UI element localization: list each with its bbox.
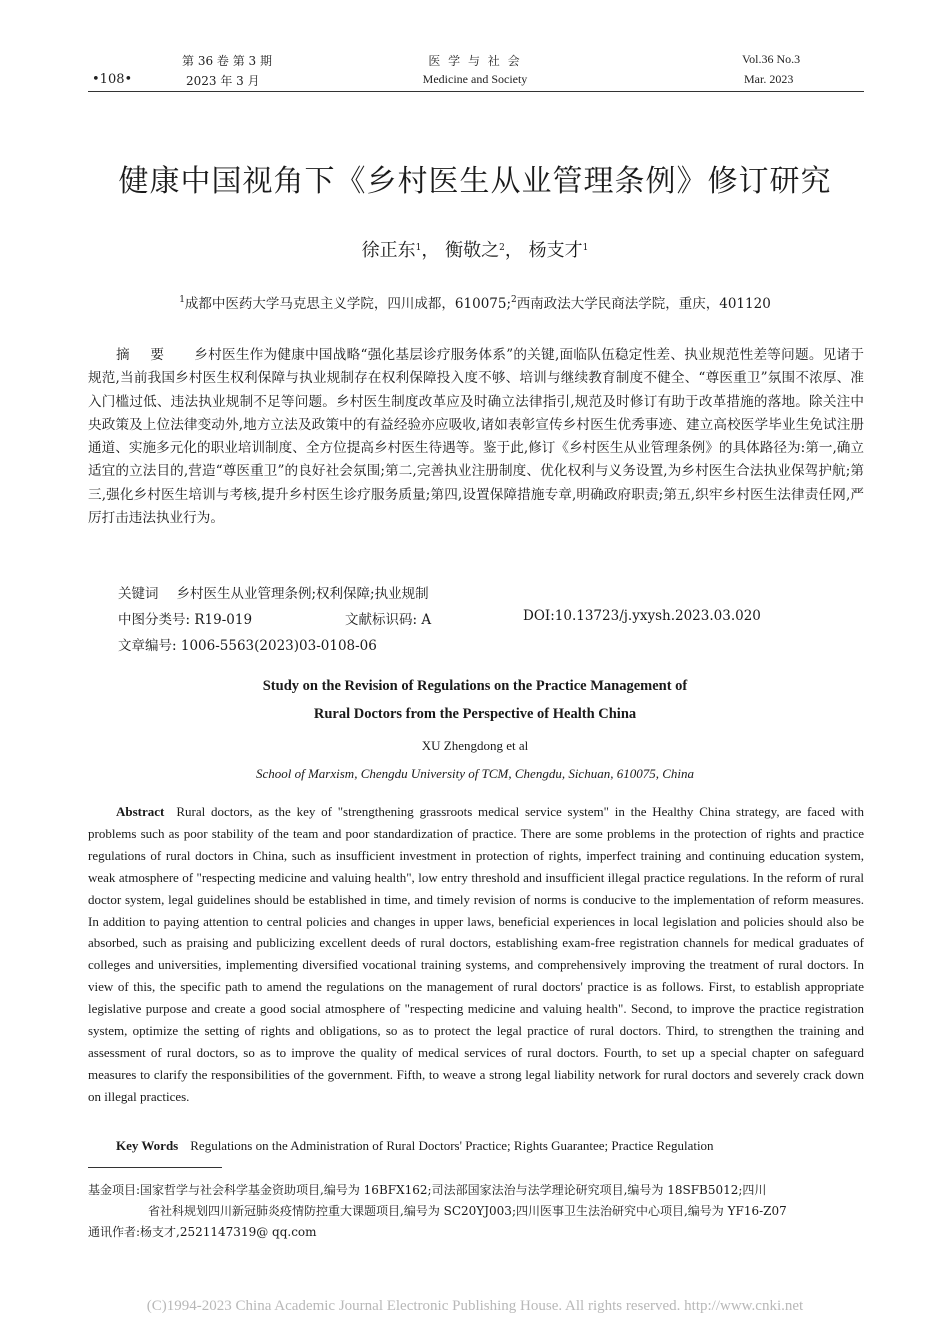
clc-value: R19-019 [194, 612, 253, 628]
author-list [0, 236, 950, 262]
clc-label: 中图分类号: [118, 612, 191, 628]
abstract-cn [88, 344, 864, 530]
keywords-cn [118, 582, 429, 602]
date-en: Mar. 2023 [744, 72, 794, 86]
corresponding-author [88, 1222, 317, 1243]
volume-issue-en: Vol.36 No.3 [742, 52, 801, 66]
author-sup: 1 [582, 243, 589, 253]
affiliation-sup: 1 [179, 295, 185, 305]
author-name: 衡敬之 [445, 240, 500, 261]
affiliation-sup: 2 [511, 295, 517, 305]
corr-text: 杨支才,2521147319@ qq.com [140, 1225, 317, 1239]
affiliation-en: School of Marxism, Chengdu University of TCM, Chengdu, Sichuan, 610075, China [255, 766, 694, 781]
volume-issue-cn: 第 36 卷 第 3 期 [182, 54, 272, 68]
article-title-en-line2: Rural Doctors from the Perspective of Health China [313, 706, 637, 722]
author-separator: ， [504, 240, 523, 261]
footnote-rule [88, 1167, 222, 1168]
page-number: •108• [92, 72, 133, 87]
keywords-cn-text: 乡村医生从业管理条例;权利保障;执业规制 [176, 586, 429, 602]
copyright-footer: (C)1994-2023 China Academic Journal Electronic Publishing House. All rights reserved. http://www.cnki.net [146, 1298, 804, 1314]
keywords-en-text: Regulations on the Administration of Rural Doctors' Practice; Rights Guarantee; Practice Regulation [190, 1138, 714, 1153]
affiliation-text: 成都中医药大学马克思主义学院，四川成都，610075; [184, 296, 512, 312]
abstract-en [88, 801, 864, 1108]
funding-line1 [88, 1180, 766, 1201]
article-title-en-line1: Study on the Revision of Regulations on the Practice Management of [262, 678, 688, 694]
abstract-cn-text: 乡村医生作为健康中国战略“强化基层诊疗服务体系”的关键,面临队伍稳定性差、执业规范性差等问题。见诸于规范,当前我国乡村医生权利保障与执业规制存在权利保障投入度不够、培训与继续教育制度不健全、“尊医重卫”氛围不浓厚、准入门槛过低、违法执业规制不足等问题。乡村医生制度改革应及时确立法律指引,规范及时修订有助于改革措施的落地。除关注中央政策及上位法律变动外,地方立法及政策中的有益经验亦应吸收,诸如表彰宣传乡村医生优秀事迹、建立高校医学毕业生免试注册通道、实施多元化的职业培训制度、全方位提高乡村医生待遇等。鉴于此,修订《乡村医生从业管理条例》的具体路径为:第一,确立适宜的立法目的,营造“尊医重卫”的良好社会氛围;第二,完善执业注册制度、优化权利与义务设置,为乡村医生合法执业保驾护航;第三,强化乡村医生培训与考核,提升乡村医生诊疗服务质量;第四,设置保障措施专章,明确政府职责;第五,织牢乡村医生法律责任网,严厉打击违法执业行为。 [88, 347, 864, 527]
header-rule [88, 91, 864, 92]
keywords-en [116, 1138, 714, 1154]
author-en: XU Zhengdong et al [421, 738, 529, 753]
author-sup: 1 [415, 243, 422, 253]
article-title-cn: 健康中国视角下《乡村医生从业管理条例》修订研究 [118, 164, 832, 199]
doi-label: DOI: [523, 608, 555, 624]
affiliation-text: 西南政法大学民商法学院，重庆，401120 [516, 296, 771, 312]
funding-line2: 省社科规划四川新冠肺炎疫情防控重大课题项目,编号为 SC20YJ003;四川医事卫生法治研究中心项目,编号为 YF16-Z07 [148, 1204, 787, 1218]
date-cn: 2023 年 3 月 [186, 74, 260, 88]
funding-label: 基金项目: [88, 1183, 141, 1197]
document-code [345, 608, 431, 628]
keywords-cn-label: 关键词 [118, 586, 159, 602]
author-sup: 2 [499, 243, 505, 253]
journal-name-en: Medicine and Society [422, 72, 528, 86]
abstract-en-label: Abstract [116, 804, 165, 819]
affiliation-line [0, 292, 950, 312]
abstract-cn-label: 摘 要 [116, 347, 173, 363]
article-number-value: 1006-5563(2023)03-0108-06 [180, 638, 377, 654]
article-number [118, 634, 377, 654]
doi [523, 608, 761, 624]
doc-value: A [421, 612, 432, 628]
keywords-en-label: Key Words [116, 1138, 179, 1153]
doc-label: 文献标识码: [345, 612, 418, 628]
article-number-label: 文章编号: [118, 638, 177, 654]
author-separator: ， [421, 240, 440, 261]
clc-number [118, 608, 252, 628]
funding-text: 国家哲学与社会科学基金资助项目,编号为 16BFX162;司法部国家法治与法学理论研究项目,编号为 18SFB5012;四川 [140, 1183, 767, 1197]
author-name: 杨支才 [528, 240, 583, 261]
doi-value: 10.13723/j.yxysh.2023.03.020 [554, 608, 761, 624]
corr-label: 通讯作者: [88, 1225, 141, 1239]
abstract-en-text: Rural doctors, as the key of "strengthening grassroots medical service system" in the Healthy China strategy, are faced with problems such as poor stability of the team and poor standardization of practice. There are some problems in the protection of rights and practice regulations of rural doctors in China, such as insufficient investment in protection of rights, imperfect training and continuing education system, weak atmosphere of "respecting medicine and valuing health", low entry threshold and insufficient illegal practice regulations. In the reform of rural doctor system, legal guidelines should be established in time, and timely revision of norms is conducive to the implementation of reform measures. In addition to paying attention to central policies and changes in upper laws, beneficial experiences in local legislation and policies should also be absorbed, such as praising and publicizing excellent deeds of rural doctors, establishing exam-free registration channels for medical graduates of colleges and universities, implementing diversified vocational training systems, and comprehensively improving the treatment of rural doctors. In view of this, the specific path to amend the regulations on the management of rural doctors' practice is as follows. First, to establish appropriate legislative purpose and create a good social atmosphere of "respecting medicine and valuing health". Second, to improve the practice registration system, optimize the setting of rights and obligations, so as to protect the legal practice of rural doctors. Third, to strengthen the training and assessment of rural doctors, so as to improve the quality of medical services of rural doctors. Fourth, to set up a special chapter on safeguard measures to clarify the responsibilities of the government. Fifth, to weave a strong legal liability network for rural doctors and severely crack down on illegal practices. [88, 804, 864, 1104]
journal-name-cn: 医 学 与 社 会 [428, 54, 522, 68]
author-name: 徐正东 [361, 240, 416, 261]
